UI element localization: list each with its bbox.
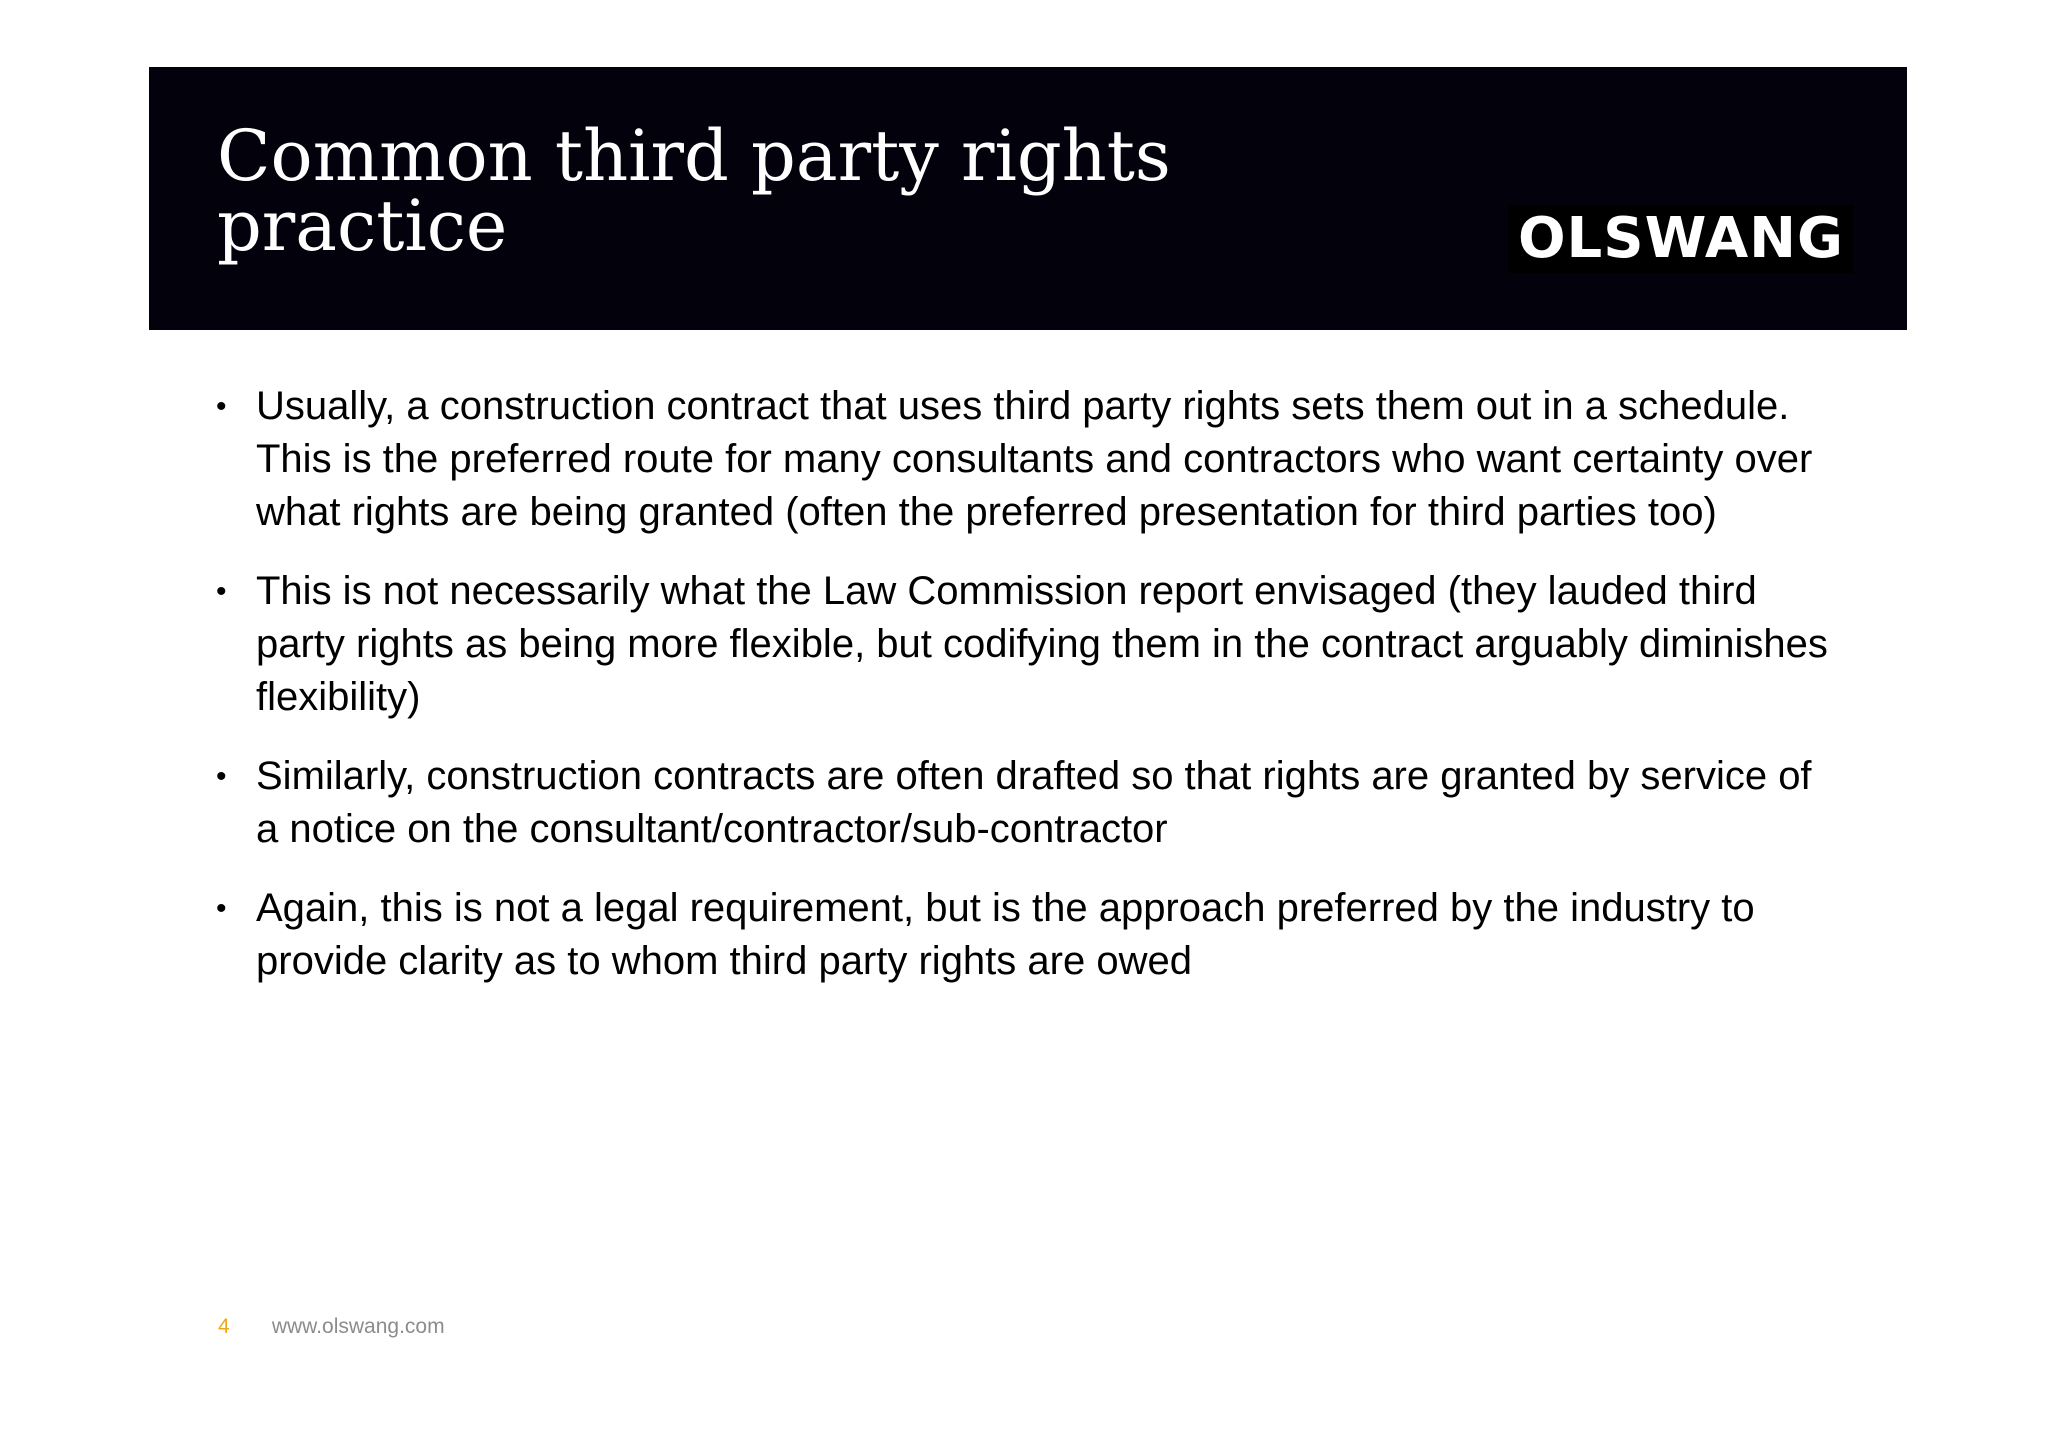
footer [218, 1314, 445, 1340]
bullet-text: Usually, a construction contract that uses third party rights sets them out in a schedule. This is the preferred route for many consultants and contractors who want certainty over what rights are being granted (often the preferred presentation for third parties too) [256, 384, 1813, 534]
bullet-item-1 [216, 380, 1836, 539]
bullet-text: Again, this is not a legal requirement, but is the approach preferred by the industry to provide clarity as to whom third party rights are owed [256, 886, 1755, 983]
slide-title [217, 115, 1317, 267]
header-band [149, 67, 1907, 330]
page-number: 4 [218, 1315, 230, 1338]
slide-title-line-1: Common third party rights [217, 115, 1171, 197]
bullet-item-3 [216, 750, 1836, 856]
slide-title-line-2: practice [217, 185, 508, 267]
bullet-icon: • [216, 390, 227, 423]
bullet-text: Similarly, construction contracts are often drafted so that rights are granted by service of a notice on the consultant/contractor/sub-contractor [256, 754, 1812, 851]
bullet-icon: • [216, 575, 227, 608]
bullet-icon: • [216, 760, 227, 793]
bullet-list [216, 380, 1836, 1014]
bullet-text: This is not necessarily what the Law Commission report envisaged (they lauded third party rights as being more flexible, but codifying them in the contract arguably diminishes flexibility) [256, 569, 1828, 719]
bullet-item-2 [216, 565, 1836, 724]
website-url: www.olswang.com [271, 1315, 445, 1338]
bullet-item-4 [216, 882, 1836, 988]
bullet-icon: • [216, 892, 227, 925]
olswang-logo: OLSWANG [1508, 205, 1854, 273]
